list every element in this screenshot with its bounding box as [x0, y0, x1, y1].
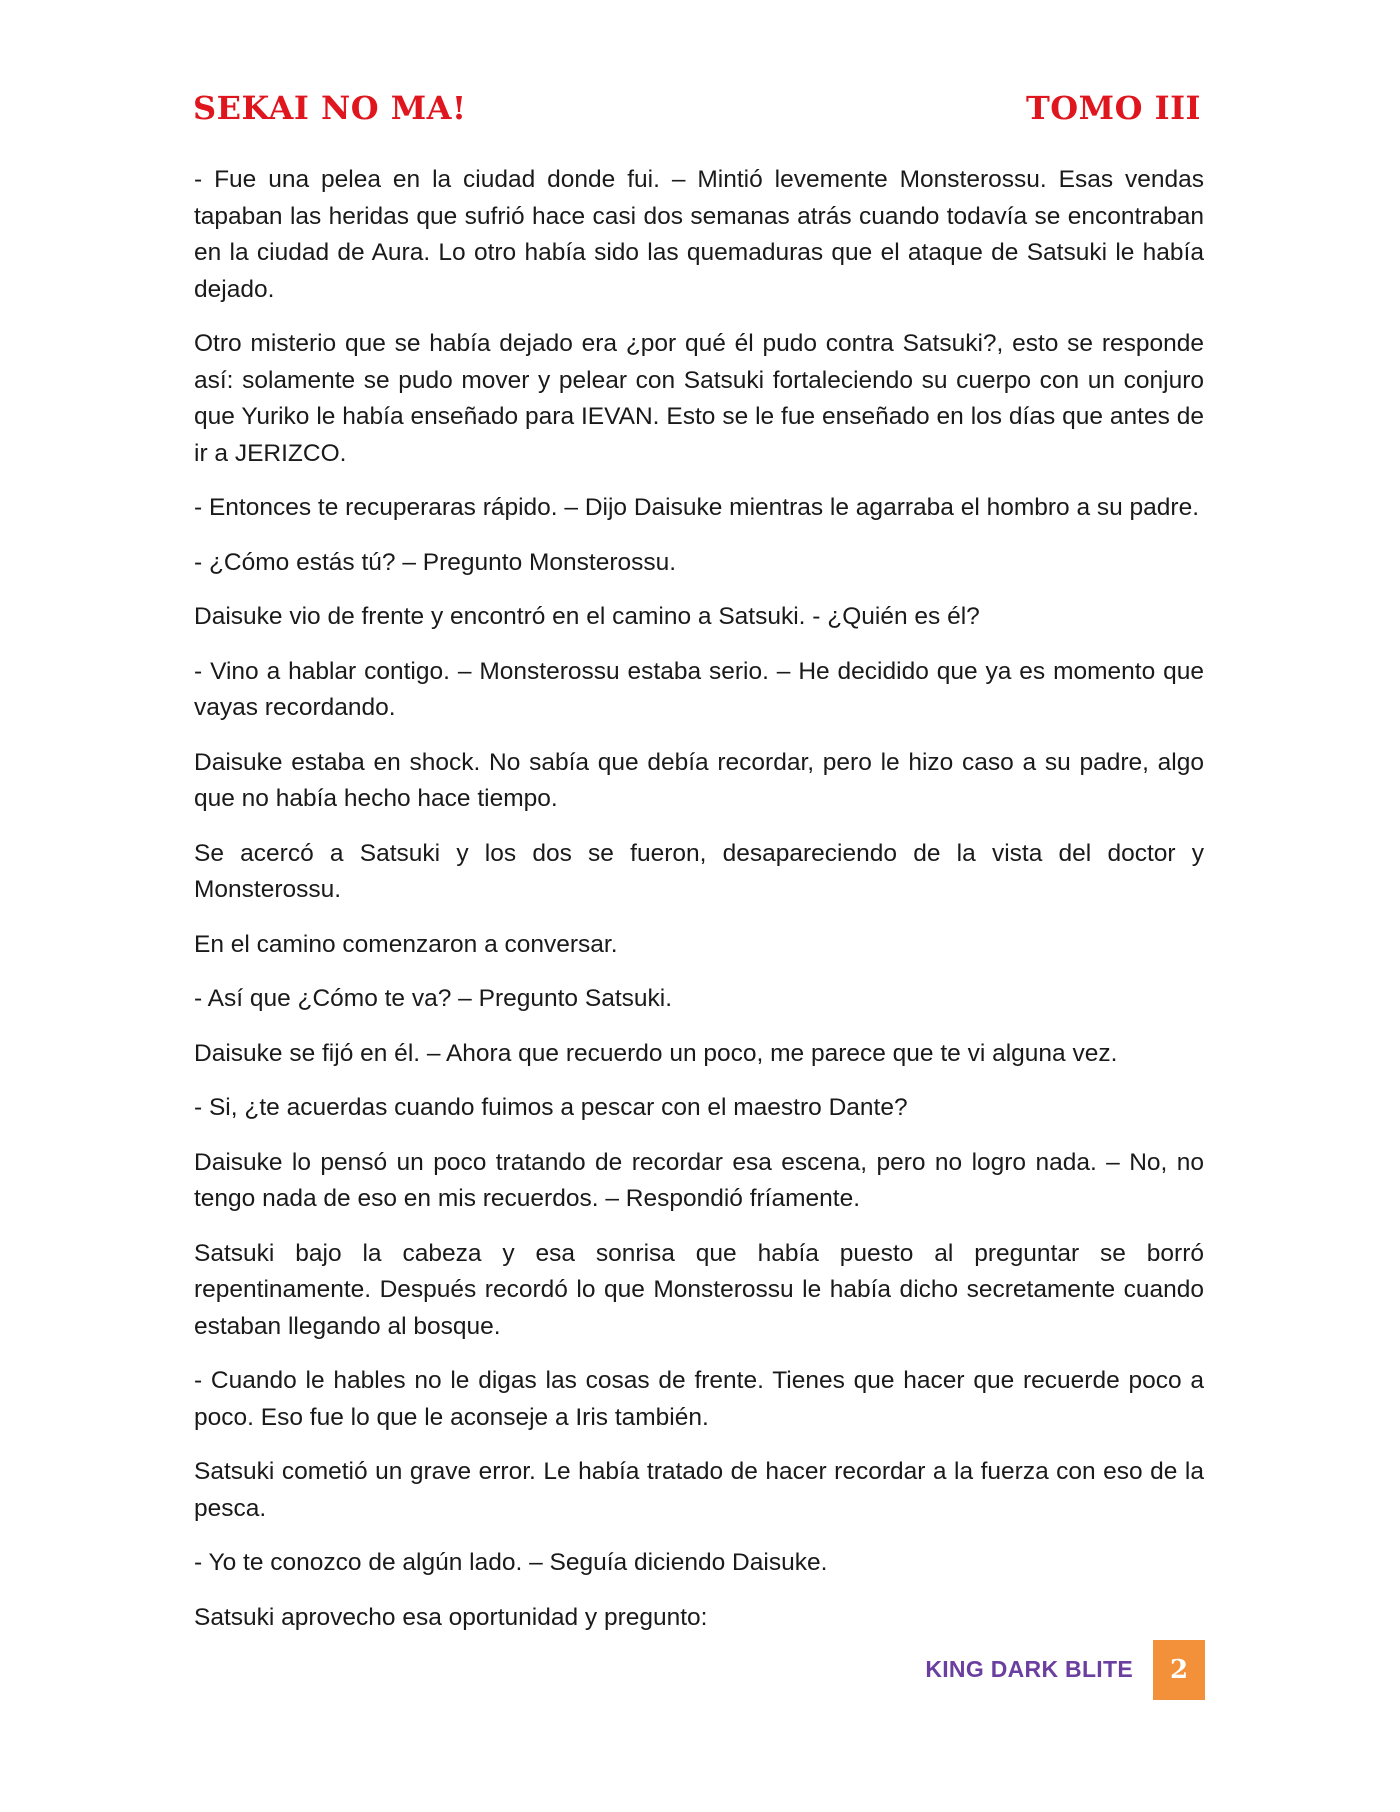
paragraph: - Fue una pelea en la ciudad donde fui. – Mintió levemente Monsterossu. Esas vendas tapaban las heridas que sufrió hace casi dos semanas atrás cuando todavía se encontraban en la ciudad de Aura. Lo otro había sido las quemaduras que el ataque de Satsuki le había dejado.	[194, 166, 1204, 303]
body-text	[194, 162, 1204, 1636]
paragraph: Satsuki cometió un grave error. Le había tratado de hacer recordar a la fuerza con eso de la pesca.	[194, 1458, 1204, 1522]
paragraph: Se acercó a Satsuki y los dos se fueron, desapareciendo de la vista del doctor y Monsterossu.	[194, 839, 1204, 903]
author-name: KING DARK BLITE	[925, 1656, 1133, 1682]
page-header	[193, 88, 1201, 134]
paragraph: Otro misterio que se había dejado era ¿por qué él pudo contra Satsuki?, esto se responde así: solamente se pudo mover y pelear con Satsuki fortaleciendo su cuerpo con un conjuro que Yuriko le había enseñado para IEVAN. Esto se le fue enseñado en los días que antes de ir a JERIZCO.	[194, 330, 1204, 467]
page-footer	[900, 1640, 1205, 1700]
paragraph: Daisuke lo pensó un poco tratando de recordar esa escena, pero no logro nada. – No, no tengo nada de eso en mis recuerdos. – Respondió fríamente.	[194, 1148, 1204, 1212]
page-number: 2	[1153, 1640, 1205, 1700]
paragraph: Daisuke estaba en shock. No sabía que debía recordar, pero le hizo caso a su padre, algo que no había hecho hace tiempo.	[194, 748, 1204, 812]
paragraph: - Si, ¿te acuerdas cuando fuimos a pescar con el maestro Dante?	[194, 1094, 908, 1121]
paragraph: En el camino comenzaron a conversar.	[194, 930, 618, 958]
paragraph: Daisuke vio de frente y encontró en el camino a Satsuki. - ¿Quién es él?	[194, 603, 980, 630]
paragraph: - Vino a hablar contigo. – Monsterossu estaba serio. – He decidido que ya es momento que vayas recordando.	[194, 657, 1204, 721]
volume-title: TOMO III	[1025, 89, 1201, 127]
paragraph: - Entonces te recuperaras rápido. – Dijo Daisuke mientras le agarraba el hombro a su padre.	[194, 494, 1200, 521]
paragraph: - Yo te conozco de algún lado. – Seguía diciendo Daisuke.	[194, 1549, 828, 1576]
paragraph: Satsuki bajo la cabeza y esa sonrisa que había puesto al preguntar se borró repentinamente. Después recordó lo que Monsterossu le había dicho secretamente cuando estaban llegando al bosque.	[194, 1239, 1204, 1340]
paragraph: - Así que ¿Cómo te va? – Pregunto Satsuki.	[194, 985, 673, 1012]
paragraph: Daisuke se fijó en él. – Ahora que recuerdo un poco, me parece que te vi alguna vez.	[194, 1039, 1118, 1067]
paragraph: - ¿Cómo estás tú? – Pregunto Monsterossu.	[194, 548, 677, 576]
paragraph: - Cuando le hables no le digas las cosas de frente. Tienes que hacer que recuerde poco a poco. Eso fue lo que le aconseje a Iris también.	[194, 1367, 1204, 1431]
paragraph: Satsuki aprovecho esa oportunidad y pregunto:	[194, 1603, 708, 1631]
series-title: SEKAI NO MA!	[193, 89, 467, 127]
